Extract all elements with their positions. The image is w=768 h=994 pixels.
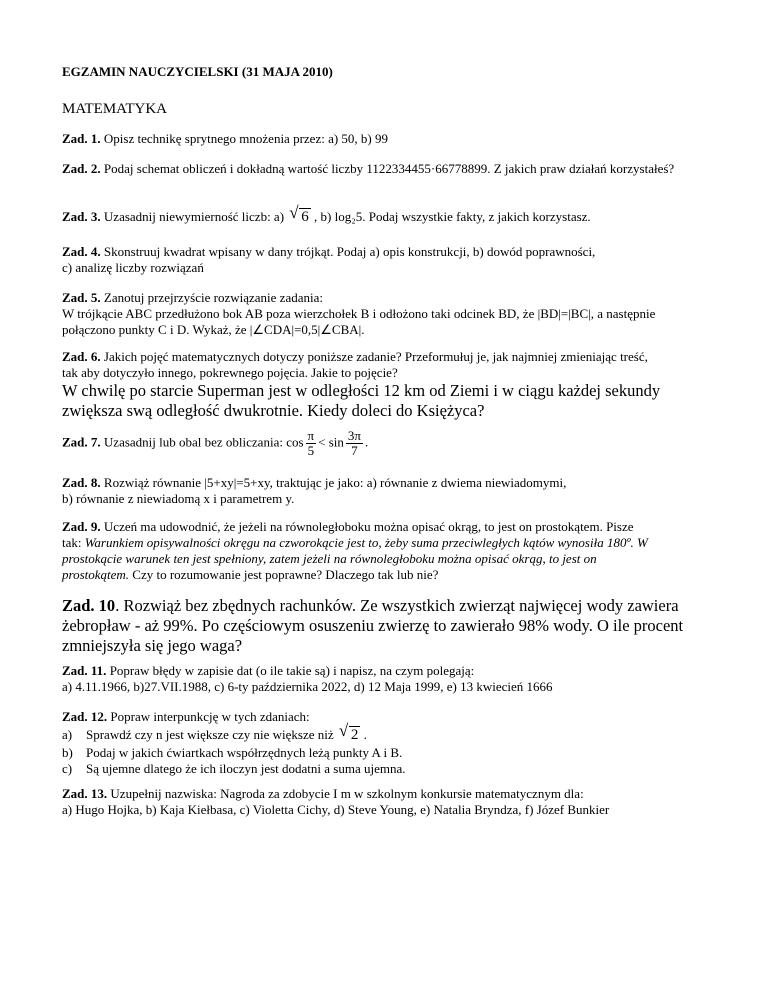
- quoted-reasoning: prostokącie warunek ten jest spełniony, zatem jeżeli na równoległoboku można opisać okrąg, to jest on: [62, 551, 597, 566]
- period: .: [364, 434, 369, 450]
- square-root: √ 2: [338, 721, 359, 743]
- task-label: Zad. 6.: [62, 349, 101, 364]
- task-text: Rozwiąż równanie |5+xy|=5+xy, traktując je jako: a) równanie z dwiema niewiadomymi,: [103, 475, 567, 490]
- denominator: 7: [351, 443, 358, 458]
- task-5: [62, 290, 722, 338]
- task-1: [62, 131, 722, 147]
- task-label: Zad. 5.: [62, 290, 101, 305]
- numerator: π: [307, 428, 315, 443]
- item-text: Sprawdź czy n jest większe czy nie większe niż: [86, 727, 334, 742]
- task-8: [62, 475, 722, 507]
- task-text-line: c) analizę liczby rozwiązań: [62, 260, 204, 275]
- task-10: [62, 596, 722, 656]
- task-text: . Rozwiąż bez zbędnych rachunków. Ze wszystkich zwierząt najwięcej wody zawiera żebropław - aż 99%. Po częściowym osuszeniu zwierzę to zawierało 98% wody. O ile procent zmniejszyła się jego waga?: [62, 596, 684, 655]
- task-text-line: tak aby dotyczyło innego, pokrewnego pojęcia. Jakie to pojęcie?: [62, 365, 398, 380]
- task-text: Uzasadnij lub obal bez obliczania: cos: [103, 434, 304, 450]
- list-item: [62, 745, 722, 761]
- task-text: Skonstruuj kwadrat wpisany w dany trójkąt. Podaj a) opis konstrukcji, b) dowód poprawności,: [103, 244, 596, 259]
- item-text: Podaj w jakich ćwiartkach współrzędnych leżą punkty A i B.: [86, 745, 403, 760]
- fraction: [306, 429, 317, 458]
- period: .: [363, 727, 367, 742]
- task-text: Czy to rozumowanie jest poprawne? Dlaczego tak lub nie?: [129, 567, 439, 582]
- task-label: Zad. 12.: [62, 709, 108, 724]
- task-text-line: a) 4.11.1966, b)27.VII.1988, c) 6-ty października 2022, d) 12 Maja 1999, e) 13 kwiecień 1666: [62, 679, 553, 694]
- numerator: 3π: [347, 428, 361, 443]
- task-11: [62, 663, 722, 695]
- task-text: Uczeń ma udowodnić, że jeżeli na równoległoboku można opisać okrąg, to jest on prostokątem. Pisze: [103, 519, 634, 534]
- exam-title: EGZAMIN NAUCZYCIELSKI (31 MAJA 2010): [62, 64, 333, 79]
- task-2: [62, 161, 722, 177]
- task-7: [62, 429, 722, 458]
- task-text-line: b) równanie z niewiadomą x i parametrem y.: [62, 491, 295, 506]
- list-item: [62, 761, 722, 777]
- task-label: Zad. 4.: [62, 244, 101, 259]
- quoted-reasoning: Warunkiem opisywalności okręgu na czworokącie jest to, żeby suma przeciwległych kątów wynosiła 180º. W: [84, 535, 648, 550]
- task-text: Popraw interpunkcję w tych zdaniach:: [110, 709, 310, 724]
- task-text-line: a) Hugo Hojka, b) Kaja Kiełbasa, c) Violetta Cichy, d) Steve Young, e) Natalia Bryndza, f) Józef Bunkier: [62, 802, 610, 817]
- task-13: [62, 786, 722, 818]
- square-root: √ 6: [289, 203, 309, 225]
- sentence-list: [62, 721, 722, 777]
- fraction: [346, 429, 363, 458]
- task-4: [62, 244, 722, 276]
- task-label: Zad. 13.: [62, 786, 108, 801]
- subject-heading: MATEMATYKA: [62, 101, 167, 117]
- task-text: Opisz technikę sprytnego mnożenia przez: a) 50, b) 99: [103, 131, 389, 146]
- task-quote: W chwilę po starcie Superman jest w odległości 12 km od Ziemi i w ciągu każdej sekundy zwiększa swą odległość dwukrotnie. Kiedy doleci do Księżyca?: [62, 381, 661, 420]
- task-text: Popraw błędy w zapisie dat (o ile takie są) i napisz, na czym polegają:: [109, 663, 475, 678]
- task-label: Zad. 1.: [62, 131, 101, 146]
- task-6: [62, 349, 722, 421]
- task-label: Zad. 9.: [62, 519, 101, 534]
- item-label: c): [62, 761, 73, 776]
- task-text: Jakich pojęć matematycznych dotyczy poniższe zadanie? Przeformułuj je, jak najmniej zmieniając treść,: [103, 349, 648, 364]
- task-text-line: W trójkącie ABC przedłużono bok AB poza wierzchołek B i odłożono taki odcinek BD, że |BD|=|BC|, a następnie: [62, 306, 656, 321]
- task-9: [62, 519, 722, 583]
- quoted-reasoning: prostokątem.: [62, 567, 130, 582]
- task-label: Zad. 7.: [62, 434, 101, 450]
- radicand: 2: [350, 727, 359, 743]
- task-label: Zad. 2.: [62, 161, 101, 176]
- task-text: Uzupełnij nazwiska: Nagroda za zdobycie I m w szkolnym konkursie matematycznym dla:: [110, 786, 584, 801]
- task-label: Zad. 10: [62, 596, 116, 615]
- task-text-cont: , b) log₂5. Podaj wszystkie fakty, z jakich korzystasz.: [314, 209, 591, 224]
- item-text: Są ujemne dlatego że ich iloczyn jest dodatni a suma ujemna.: [86, 761, 406, 776]
- radicand: 6: [301, 209, 309, 225]
- task-text: Uzasadnij niewymierność liczb: a): [103, 209, 285, 224]
- inequality-text: < sin: [318, 434, 344, 450]
- task-label: Zad. 3.: [62, 209, 101, 224]
- task-label: Zad. 8.: [62, 475, 101, 490]
- item-label: b): [62, 745, 73, 760]
- list-item: [62, 721, 722, 745]
- task-label: Zad. 11.: [62, 663, 107, 678]
- task-text: Podaj schemat obliczeń i dokładną wartość liczby 1122334455·66778899. Z jakich praw działań korzystałeś?: [103, 161, 675, 176]
- task-text: Zanotuj przejrzyście rozwiązanie zadania:: [103, 290, 323, 305]
- task-text: tak:: [62, 535, 85, 550]
- task-3: [62, 203, 722, 225]
- item-label: a): [62, 727, 73, 742]
- denominator: 5: [307, 443, 315, 458]
- task-text-line: połączono punkty C i D. Wykaż, że |∠CDA|=0,5|∠CBA|.: [62, 322, 365, 337]
- task-12: [62, 709, 722, 777]
